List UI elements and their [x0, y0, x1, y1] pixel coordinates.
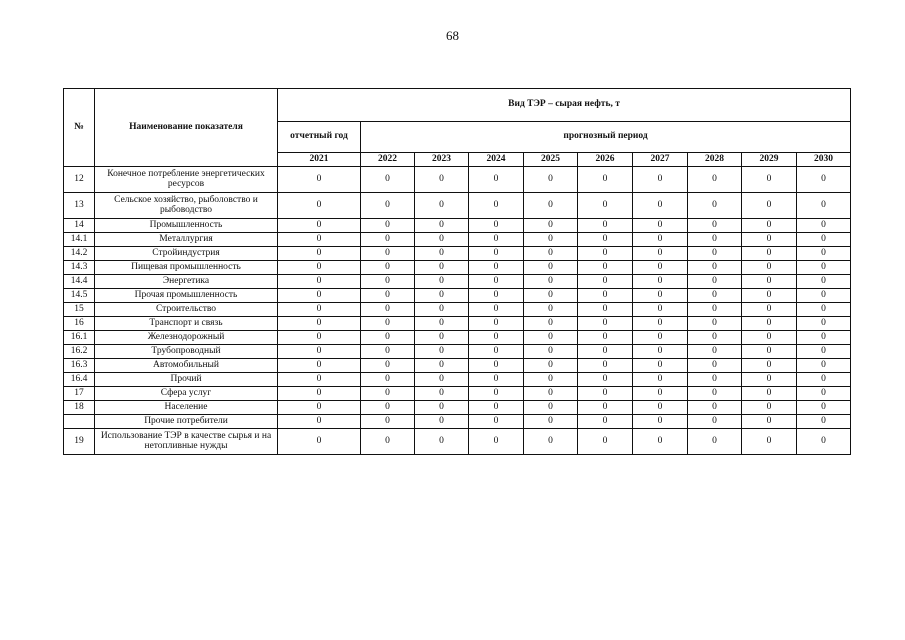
- header-year: 2023: [415, 153, 469, 167]
- cell-value: 0: [688, 219, 742, 233]
- cell-value: 0: [578, 429, 633, 455]
- row-label: Прочие потребители: [95, 415, 278, 429]
- cell-value: 0: [688, 275, 742, 289]
- cell-value: 0: [742, 275, 797, 289]
- table-row: [64, 233, 851, 247]
- cell-value: 0: [469, 303, 524, 317]
- header-resource-type: Вид ТЭР – сырая нефть, т: [278, 89, 851, 122]
- cell-value: 0: [278, 275, 361, 289]
- cell-value: 0: [797, 373, 851, 387]
- cell-value: 0: [278, 193, 361, 219]
- cell-value: 0: [361, 233, 415, 247]
- cell-value: 0: [361, 387, 415, 401]
- cell-value: 0: [578, 289, 633, 303]
- table-row: [64, 415, 851, 429]
- cell-value: 0: [688, 415, 742, 429]
- cell-value: 0: [524, 345, 578, 359]
- row-label: Конечное потребление энергетических ресурсов: [95, 167, 278, 193]
- table-row: [64, 289, 851, 303]
- cell-value: 0: [469, 167, 524, 193]
- header-year: 2024: [469, 153, 524, 167]
- cell-value: 0: [361, 275, 415, 289]
- cell-value: 0: [524, 193, 578, 219]
- cell-value: 0: [361, 247, 415, 261]
- row-number: 12: [64, 167, 95, 193]
- table-row: [64, 345, 851, 359]
- cell-value: 0: [361, 429, 415, 455]
- cell-value: 0: [524, 401, 578, 415]
- cell-value: 0: [688, 233, 742, 247]
- header-indicator-name: Наименование показателя: [95, 89, 278, 167]
- cell-value: 0: [524, 289, 578, 303]
- row-number: 14.5: [64, 289, 95, 303]
- header-year: 2029: [742, 153, 797, 167]
- cell-value: 0: [797, 219, 851, 233]
- row-number: 16.3: [64, 359, 95, 373]
- cell-value: 0: [524, 261, 578, 275]
- cell-value: 0: [633, 167, 688, 193]
- cell-value: 0: [469, 331, 524, 345]
- cell-value: 0: [578, 261, 633, 275]
- cell-value: 0: [415, 193, 469, 219]
- cell-value: 0: [524, 373, 578, 387]
- row-number: 14.3: [64, 261, 95, 275]
- cell-value: 0: [797, 275, 851, 289]
- cell-value: 0: [415, 373, 469, 387]
- cell-value: 0: [469, 359, 524, 373]
- cell-value: 0: [688, 167, 742, 193]
- table-row: [64, 429, 851, 455]
- cell-value: 0: [578, 233, 633, 247]
- cell-value: 0: [361, 415, 415, 429]
- cell-value: 0: [742, 219, 797, 233]
- cell-value: 0: [524, 415, 578, 429]
- row-label: Пищевая промышленность: [95, 261, 278, 275]
- cell-value: 0: [469, 247, 524, 261]
- cell-value: 0: [578, 317, 633, 331]
- cell-value: 0: [797, 261, 851, 275]
- cell-value: 0: [361, 219, 415, 233]
- cell-value: 0: [578, 303, 633, 317]
- cell-value: 0: [797, 345, 851, 359]
- cell-value: 0: [524, 219, 578, 233]
- cell-value: 0: [688, 359, 742, 373]
- header-year: 2028: [688, 153, 742, 167]
- table-row: [64, 359, 851, 373]
- cell-value: 0: [578, 247, 633, 261]
- row-number: 14: [64, 219, 95, 233]
- cell-value: 0: [578, 345, 633, 359]
- cell-value: 0: [415, 345, 469, 359]
- cell-value: 0: [688, 401, 742, 415]
- row-label: Сельское хозяйство, рыболовство и рыбоводство: [95, 193, 278, 219]
- cell-value: 0: [361, 345, 415, 359]
- cell-value: 0: [578, 193, 633, 219]
- cell-value: 0: [415, 289, 469, 303]
- cell-value: 0: [578, 401, 633, 415]
- cell-value: 0: [797, 289, 851, 303]
- cell-value: 0: [524, 233, 578, 247]
- cell-value: 0: [361, 303, 415, 317]
- cell-value: 0: [688, 261, 742, 275]
- row-label: Сфера услуг: [95, 387, 278, 401]
- cell-value: 0: [742, 331, 797, 345]
- cell-value: 0: [415, 261, 469, 275]
- cell-value: 0: [742, 167, 797, 193]
- cell-value: 0: [578, 359, 633, 373]
- cell-value: 0: [633, 247, 688, 261]
- table-row: [64, 193, 851, 219]
- row-number: 14.4: [64, 275, 95, 289]
- cell-value: 0: [578, 275, 633, 289]
- cell-value: 0: [278, 415, 361, 429]
- header-year: 2030: [797, 153, 851, 167]
- cell-value: 0: [688, 247, 742, 261]
- cell-value: 0: [688, 331, 742, 345]
- row-number: 17: [64, 387, 95, 401]
- row-number: 18: [64, 401, 95, 415]
- cell-value: 0: [797, 415, 851, 429]
- cell-value: 0: [469, 429, 524, 455]
- cell-value: 0: [361, 261, 415, 275]
- cell-value: 0: [361, 359, 415, 373]
- table-body: [64, 167, 851, 455]
- cell-value: 0: [797, 331, 851, 345]
- cell-value: 0: [415, 219, 469, 233]
- cell-value: 0: [278, 289, 361, 303]
- cell-value: 0: [524, 429, 578, 455]
- cell-value: 0: [797, 193, 851, 219]
- cell-value: 0: [524, 331, 578, 345]
- header-year: 2025: [524, 153, 578, 167]
- cell-value: 0: [742, 247, 797, 261]
- cell-value: 0: [278, 247, 361, 261]
- cell-value: 0: [688, 193, 742, 219]
- cell-value: 0: [524, 387, 578, 401]
- row-number: 13: [64, 193, 95, 219]
- row-label: Прочий: [95, 373, 278, 387]
- row-label: Трубопроводный: [95, 345, 278, 359]
- cell-value: 0: [415, 429, 469, 455]
- row-number: [64, 415, 95, 429]
- cell-value: 0: [797, 359, 851, 373]
- header-year: 2022: [361, 153, 415, 167]
- cell-value: 0: [742, 233, 797, 247]
- cell-value: 0: [633, 345, 688, 359]
- row-label: Строительство: [95, 303, 278, 317]
- cell-value: 0: [361, 167, 415, 193]
- cell-value: 0: [688, 345, 742, 359]
- table-row: [64, 387, 851, 401]
- header-forecast-period: прогнозный период: [361, 122, 851, 153]
- header-reporting-year: отчетный год: [278, 122, 361, 153]
- row-number: 16.1: [64, 331, 95, 345]
- cell-value: 0: [633, 401, 688, 415]
- cell-value: 0: [524, 275, 578, 289]
- cell-value: 0: [633, 387, 688, 401]
- row-label: Прочая промышленность: [95, 289, 278, 303]
- cell-value: 0: [278, 373, 361, 387]
- cell-value: 0: [797, 387, 851, 401]
- cell-value: 0: [524, 167, 578, 193]
- cell-value: 0: [361, 289, 415, 303]
- cell-value: 0: [469, 275, 524, 289]
- page-number: 68: [446, 28, 459, 43]
- cell-value: 0: [742, 429, 797, 455]
- row-label: Промышленность: [95, 219, 278, 233]
- cell-value: 0: [633, 331, 688, 345]
- row-number: 19: [64, 429, 95, 455]
- cell-value: 0: [469, 415, 524, 429]
- cell-value: 0: [278, 345, 361, 359]
- cell-value: 0: [633, 303, 688, 317]
- cell-value: 0: [361, 317, 415, 331]
- table-header: [64, 89, 851, 167]
- cell-value: 0: [578, 167, 633, 193]
- row-number: 16.4: [64, 373, 95, 387]
- cell-value: 0: [797, 429, 851, 455]
- cell-value: 0: [469, 289, 524, 303]
- table-row: [64, 167, 851, 193]
- cell-value: 0: [415, 331, 469, 345]
- cell-value: 0: [578, 331, 633, 345]
- cell-value: 0: [278, 233, 361, 247]
- cell-value: 0: [633, 429, 688, 455]
- cell-value: 0: [688, 289, 742, 303]
- cell-value: 0: [469, 401, 524, 415]
- cell-value: 0: [742, 303, 797, 317]
- header-year: 2026: [578, 153, 633, 167]
- cell-value: 0: [415, 167, 469, 193]
- cell-value: 0: [578, 387, 633, 401]
- cell-value: 0: [524, 317, 578, 331]
- row-label: Транспорт и связь: [95, 317, 278, 331]
- cell-value: 0: [688, 303, 742, 317]
- cell-value: 0: [278, 429, 361, 455]
- cell-value: 0: [633, 415, 688, 429]
- cell-value: 0: [742, 289, 797, 303]
- cell-value: 0: [469, 317, 524, 331]
- row-label: Металлургия: [95, 233, 278, 247]
- cell-value: 0: [278, 261, 361, 275]
- table-row: [64, 401, 851, 415]
- table-row: [64, 219, 851, 233]
- cell-value: 0: [278, 401, 361, 415]
- cell-value: 0: [688, 317, 742, 331]
- cell-value: 0: [742, 359, 797, 373]
- cell-value: 0: [415, 233, 469, 247]
- cell-value: 0: [415, 387, 469, 401]
- cell-value: 0: [415, 275, 469, 289]
- table-row: [64, 247, 851, 261]
- row-number: 15: [64, 303, 95, 317]
- row-label: Использование ТЭР в качестве сырья и на нетопливные нужды: [95, 429, 278, 455]
- row-label: Население: [95, 401, 278, 415]
- cell-value: 0: [415, 317, 469, 331]
- cell-value: 0: [278, 317, 361, 331]
- cell-value: 0: [797, 317, 851, 331]
- cell-value: 0: [524, 359, 578, 373]
- cell-value: 0: [415, 415, 469, 429]
- row-label: Стройиндустрия: [95, 247, 278, 261]
- cell-value: 0: [633, 289, 688, 303]
- cell-value: 0: [278, 387, 361, 401]
- cell-value: 0: [578, 373, 633, 387]
- cell-value: 0: [524, 303, 578, 317]
- data-table: [63, 88, 851, 455]
- cell-value: 0: [278, 219, 361, 233]
- cell-value: 0: [469, 373, 524, 387]
- table-row: [64, 373, 851, 387]
- row-number: 16: [64, 317, 95, 331]
- row-number: 14.1: [64, 233, 95, 247]
- cell-value: 0: [415, 359, 469, 373]
- cell-value: 0: [688, 373, 742, 387]
- cell-value: 0: [742, 415, 797, 429]
- cell-value: 0: [633, 359, 688, 373]
- header-number: №: [64, 89, 95, 167]
- table-row: [64, 261, 851, 275]
- cell-value: 0: [797, 233, 851, 247]
- cell-value: 0: [742, 317, 797, 331]
- cell-value: 0: [469, 345, 524, 359]
- cell-value: 0: [633, 193, 688, 219]
- cell-value: 0: [278, 331, 361, 345]
- table-row: [64, 275, 851, 289]
- cell-value: 0: [415, 303, 469, 317]
- header-year: 2021: [278, 153, 361, 167]
- cell-value: 0: [797, 167, 851, 193]
- cell-value: 0: [633, 275, 688, 289]
- cell-value: 0: [742, 373, 797, 387]
- table-row: [64, 317, 851, 331]
- cell-value: 0: [633, 219, 688, 233]
- cell-value: 0: [742, 193, 797, 219]
- cell-value: 0: [797, 401, 851, 415]
- cell-value: 0: [361, 331, 415, 345]
- row-label: Железнодорожный: [95, 331, 278, 345]
- cell-value: 0: [742, 401, 797, 415]
- cell-value: 0: [633, 317, 688, 331]
- cell-value: 0: [742, 345, 797, 359]
- cell-value: 0: [361, 373, 415, 387]
- cell-value: 0: [469, 387, 524, 401]
- cell-value: 0: [278, 303, 361, 317]
- cell-value: 0: [361, 193, 415, 219]
- cell-value: 0: [742, 261, 797, 275]
- cell-value: 0: [633, 373, 688, 387]
- cell-value: 0: [415, 247, 469, 261]
- row-number: 16.2: [64, 345, 95, 359]
- cell-value: 0: [524, 247, 578, 261]
- table-row: [64, 331, 851, 345]
- cell-value: 0: [797, 303, 851, 317]
- cell-value: 0: [688, 429, 742, 455]
- row-number: 14.2: [64, 247, 95, 261]
- cell-value: 0: [633, 261, 688, 275]
- cell-value: 0: [361, 401, 415, 415]
- cell-value: 0: [742, 387, 797, 401]
- table-row: [64, 303, 851, 317]
- cell-value: 0: [688, 387, 742, 401]
- cell-value: 0: [278, 359, 361, 373]
- cell-value: 0: [797, 247, 851, 261]
- cell-value: 0: [633, 233, 688, 247]
- row-label: Энергетика: [95, 275, 278, 289]
- header-year: 2027: [633, 153, 688, 167]
- cell-value: 0: [469, 219, 524, 233]
- cell-value: 0: [469, 193, 524, 219]
- cell-value: 0: [415, 401, 469, 415]
- cell-value: 0: [469, 233, 524, 247]
- cell-value: 0: [578, 219, 633, 233]
- cell-value: 0: [578, 415, 633, 429]
- cell-value: 0: [278, 167, 361, 193]
- cell-value: 0: [469, 261, 524, 275]
- row-label: Автомобильный: [95, 359, 278, 373]
